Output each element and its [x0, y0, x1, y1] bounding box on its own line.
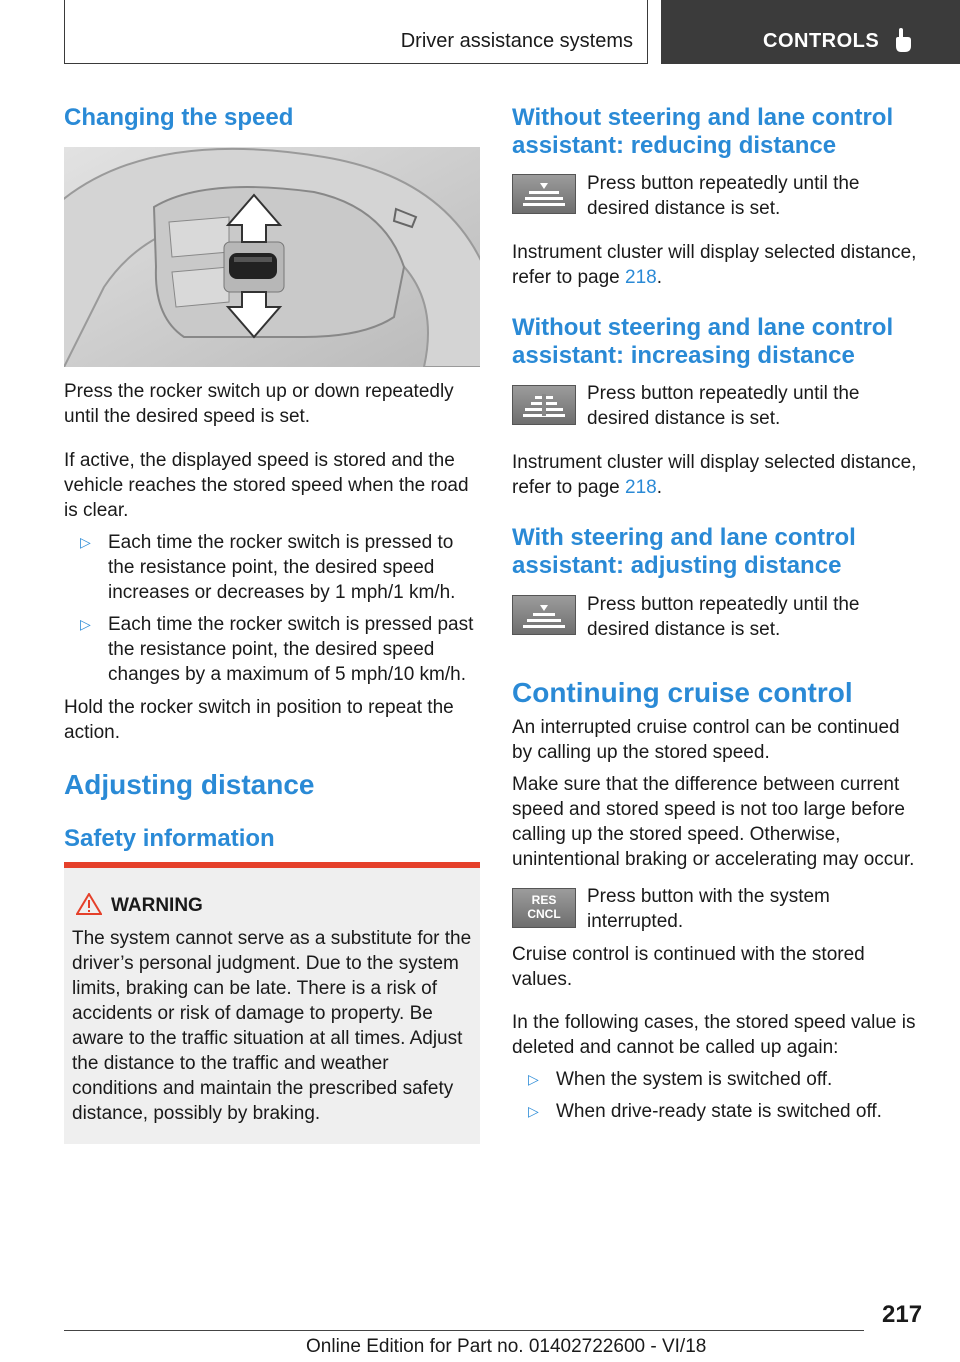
footer-edition: Online Edition for Part no. 01402722600 - VI/18 — [306, 1336, 707, 1357]
paragraph-press-repeat-adjust: Press button repeatedly until the desired distance is set. — [587, 594, 860, 640]
page-number: 217 — [882, 1301, 923, 1328]
heading-with-assistant-distance: With steering and lane control assistant: adjusting distance — [512, 524, 856, 579]
header-section-box — [64, 0, 648, 64]
paragraph-following-cases: In the following cases, the stored speed value is deleted and cannot be called up again: — [512, 1012, 916, 1058]
steering-wheel-rocker-illustration — [64, 147, 480, 367]
page-link-218[interactable]: 218 — [625, 267, 657, 288]
heading-safety-information: Safety information — [64, 825, 275, 852]
distance-increase-icon — [513, 386, 575, 424]
res-label: RES — [531, 893, 557, 907]
paragraph-cluster-increase — [512, 450, 922, 500]
paragraph-interrupted: An interrupted cruise control can be continued by calling up the stored speed. — [512, 717, 900, 763]
paragraph-hold-rocker: Hold the rocker switch in position to repeat the action. — [64, 697, 454, 743]
paragraph-continued: Cruise control is continued with the stored values. — [512, 944, 865, 990]
period: . — [656, 267, 663, 288]
heading-reducing-distance: Without steering and lane control assistant: reducing distance — [512, 104, 894, 159]
warning-box — [64, 862, 480, 1144]
distance-adjust-icon — [513, 596, 575, 634]
cncl-label: CNCL — [527, 907, 561, 921]
paragraph-press-repeat-increase: Press button repeatedly until the desired distance is set. — [587, 383, 860, 429]
distance-reduce-button-image — [512, 174, 576, 214]
bullet-triangle-icon: ▷ — [528, 1071, 539, 1087]
paragraph-cluster-reduce — [512, 240, 922, 290]
warning-text: The system cannot serve as a substitute for the driver’s personal judgment. Due to the system limits, braking can be late. There is a risk of accidents or risk of damage to property. Be aware to the traffic situation at all times. Adjust the distance to the traffic and weather conditions and maintain the prescribed safety distance, possibly by braking. — [72, 928, 472, 1124]
paragraph-if-active: If active, the displayed speed is stored and the vehicle reaches the stored speed when the road is clear. — [64, 450, 469, 521]
warning-triangle-icon — [76, 893, 102, 915]
list-item-text: Each time the rocker switch is pressed to the resistance point, the desired speed increases or decreases by 1 mph/1 km/h. — [108, 532, 456, 603]
period: . — [656, 477, 663, 498]
heading-adjusting-distance: Adjusting distance — [64, 769, 315, 800]
res-cncl-button-image — [512, 888, 576, 928]
bullet-triangle-icon: ▷ — [528, 1103, 539, 1119]
distance-increase-button-image — [512, 385, 576, 425]
warning-title: WARNING — [111, 895, 203, 916]
paragraph-press-rocker: Press the rocker switch up or down repeatedly until the desired speed is set. — [64, 381, 454, 427]
paragraph-press-res: Press button with the system interrupted. — [587, 886, 830, 932]
header-chapter-title: CONTROLS — [763, 30, 880, 52]
footer-divider — [64, 1330, 864, 1331]
heading-changing-speed: Changing the speed — [64, 104, 294, 131]
heading-increasing-distance: Without steering and lane control assistant: increasing distance — [512, 314, 894, 369]
bullet-triangle-icon: ▷ — [80, 616, 91, 632]
header-chapter-box — [661, 0, 960, 64]
list-item-text: When drive-ready state is switched off. — [556, 1101, 882, 1122]
heading-continuing-cruise-control: Continuing cruise control — [512, 677, 853, 708]
page-link-218[interactable]: 218 — [625, 477, 657, 498]
paragraph-press-repeat-reduce: Press button repeatedly until the desired distance is set. — [587, 173, 860, 219]
distance-reduce-icon — [513, 175, 575, 213]
header-section-title: Driver assistance systems — [400, 30, 633, 52]
list-item-text: Each time the rocker switch is pressed past the resistance point, the desired speed changes by a maximum of 5 mph/10 km/h. — [108, 614, 474, 685]
pointing-hand-icon — [893, 27, 913, 53]
cluster-text: Instrument cluster will display selected distance, refer to page — [512, 242, 917, 288]
cluster-text: Instrument cluster will display selected distance, refer to page — [512, 452, 917, 498]
bullet-triangle-icon: ▷ — [80, 534, 91, 550]
list-item-text: When the system is switched off. — [556, 1069, 833, 1090]
distance-adjust-button-image — [512, 595, 576, 635]
paragraph-make-sure: Make sure that the difference between current speed and stored speed is not too large before calling up the stored speed. Otherwise, unintentional braking or accelerating may occur. — [512, 774, 915, 870]
